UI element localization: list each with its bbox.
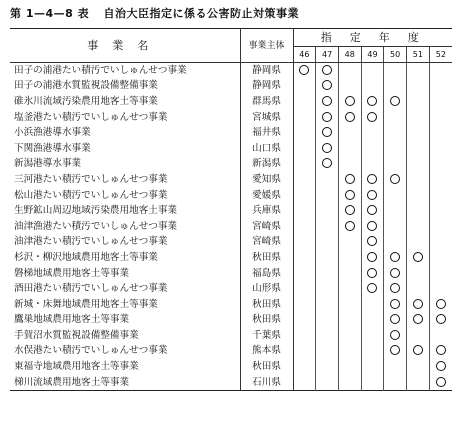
designation-cell xyxy=(406,188,429,204)
designated-circle-mark xyxy=(345,190,355,200)
project-name-cell: 油津港たい積汚でいしゅんせつ事業 xyxy=(10,235,240,251)
designated-circle-mark xyxy=(390,268,400,278)
table-row xyxy=(10,328,452,344)
designated-circle-mark xyxy=(413,345,423,355)
designated-circle-mark xyxy=(390,283,400,293)
designated-circle-mark xyxy=(322,158,332,168)
project-name-cell: 田子の浦港水質監視設備整備事業 xyxy=(10,79,240,95)
designation-cell xyxy=(338,281,361,297)
project-name-cell: 鷹巣地域農用地客土等事業 xyxy=(10,313,240,329)
designation-cell xyxy=(429,219,452,235)
table-row xyxy=(10,359,452,375)
designation-cell xyxy=(293,250,316,266)
designation-cell xyxy=(361,297,384,313)
designation-cell xyxy=(361,125,384,141)
project-name-cell: 生野鉱山周辺地域汚染農用地客土事業 xyxy=(10,203,240,219)
implementing-body-cell: 愛媛県 xyxy=(240,188,293,204)
designation-cell xyxy=(384,328,407,344)
designation-cell xyxy=(316,63,339,79)
project-name-cell: 酒田港たい積汚でいしゅんせつ事業 xyxy=(10,281,240,297)
designation-cell xyxy=(293,375,316,391)
designation-cell xyxy=(429,125,452,141)
designated-circle-mark xyxy=(436,345,446,355)
designation-cell xyxy=(338,359,361,375)
designation-cell xyxy=(338,375,361,391)
designation-cell xyxy=(316,250,339,266)
designation-cell xyxy=(406,313,429,329)
designation-cell xyxy=(384,375,407,391)
designated-circle-mark xyxy=(367,205,377,215)
designation-cell xyxy=(293,219,316,235)
designation-cell xyxy=(338,313,361,329)
implementing-body-cell: 福井県 xyxy=(240,125,293,141)
designation-cell xyxy=(338,328,361,344)
designation-cell xyxy=(384,313,407,329)
table-row xyxy=(10,297,452,313)
designation-cell xyxy=(361,281,384,297)
designated-circle-mark xyxy=(322,80,332,90)
designation-cell xyxy=(316,297,339,313)
table-row xyxy=(10,250,452,266)
designation-cell xyxy=(429,172,452,188)
designation-cell xyxy=(293,235,316,251)
designation-cell xyxy=(384,219,407,235)
designation-cell xyxy=(384,141,407,157)
designation-cell xyxy=(361,79,384,95)
designation-cell xyxy=(338,203,361,219)
designation-cell xyxy=(406,359,429,375)
implementing-body-cell: 秋田県 xyxy=(240,359,293,375)
designation-cell xyxy=(293,141,316,157)
table-row xyxy=(10,281,452,297)
implementing-body-cell: 秋田県 xyxy=(240,313,293,329)
designation-cell xyxy=(361,141,384,157)
year-header-cell: 46 xyxy=(293,47,316,63)
designation-cell xyxy=(361,219,384,235)
designation-cell xyxy=(293,297,316,313)
designation-cell xyxy=(406,79,429,95)
designation-cell xyxy=(316,313,339,329)
designation-cell xyxy=(429,94,452,110)
table-row xyxy=(10,344,452,360)
designation-cell xyxy=(338,110,361,126)
designation-cell xyxy=(429,281,452,297)
table-row xyxy=(10,125,452,141)
designation-cell xyxy=(338,219,361,235)
designated-circle-mark xyxy=(413,299,423,309)
year-header-cell: 48 xyxy=(338,47,361,63)
designation-cell xyxy=(384,79,407,95)
implementing-body-cell: 新潟県 xyxy=(240,157,293,173)
designated-circle-mark xyxy=(436,299,446,309)
designation-cell xyxy=(338,79,361,95)
designation-cell xyxy=(293,157,316,173)
table-row xyxy=(10,219,452,235)
designation-cell xyxy=(361,157,384,173)
designation-cell xyxy=(293,94,316,110)
designation-cell xyxy=(361,235,384,251)
designation-cell xyxy=(338,141,361,157)
designation-cell xyxy=(429,110,452,126)
column-header-designated-year: 指定年度 xyxy=(293,29,452,47)
designation-cell xyxy=(293,63,316,79)
implementing-body-cell: 宮崎県 xyxy=(240,219,293,235)
designated-circle-mark xyxy=(390,252,400,262)
designated-circle-mark xyxy=(367,283,377,293)
designation-cell xyxy=(338,297,361,313)
designation-cell xyxy=(338,250,361,266)
designation-cell xyxy=(316,141,339,157)
designation-cell xyxy=(406,157,429,173)
designation-cell xyxy=(293,125,316,141)
designation-cell xyxy=(361,63,384,79)
year-header-cell: 50 xyxy=(384,47,407,63)
designation-cell xyxy=(406,250,429,266)
designated-circle-mark xyxy=(390,314,400,324)
column-header-project-name: 事業名 xyxy=(10,29,240,63)
designation-cell xyxy=(316,219,339,235)
designated-circle-mark xyxy=(367,112,377,122)
project-name-cell: 油津漁港たい積汚でいしゅんせつ事業 xyxy=(10,219,240,235)
designated-circle-mark xyxy=(322,143,332,153)
designated-circle-mark xyxy=(345,112,355,122)
designation-cell xyxy=(316,203,339,219)
designation-cell xyxy=(429,203,452,219)
designation-cell xyxy=(429,235,452,251)
designation-cell xyxy=(384,203,407,219)
table-row xyxy=(10,203,452,219)
project-name-cell: 梯川流域農用地客土等事業 xyxy=(10,375,240,391)
project-name-cell: 小浜漁港導水事業 xyxy=(10,125,240,141)
designation-cell xyxy=(406,235,429,251)
implementing-body-cell: 宮崎県 xyxy=(240,235,293,251)
designated-circle-mark xyxy=(322,112,332,122)
designation-cell xyxy=(406,375,429,391)
implementing-body-cell: 熊本県 xyxy=(240,344,293,360)
designation-cell xyxy=(338,235,361,251)
designation-cell xyxy=(406,266,429,282)
table-row xyxy=(10,141,452,157)
designation-cell xyxy=(384,172,407,188)
designated-circle-mark xyxy=(390,299,400,309)
designation-cell xyxy=(384,110,407,126)
designation-cell xyxy=(406,344,429,360)
implementing-body-cell: 群馬県 xyxy=(240,94,293,110)
designation-cell xyxy=(338,125,361,141)
implementing-body-cell: 秋田県 xyxy=(240,297,293,313)
designated-circle-mark xyxy=(390,330,400,340)
designation-cell xyxy=(429,297,452,313)
designation-cell xyxy=(361,110,384,126)
designation-cell xyxy=(429,141,452,157)
designation-cell xyxy=(384,266,407,282)
designated-circle-mark xyxy=(413,314,423,324)
designated-circle-mark xyxy=(390,96,400,106)
designation-cell xyxy=(293,266,316,282)
designation-cell xyxy=(316,375,339,391)
designation-cell xyxy=(316,110,339,126)
table-row xyxy=(10,63,452,79)
designation-cell xyxy=(406,141,429,157)
designation-cell xyxy=(316,94,339,110)
designation-cell xyxy=(338,172,361,188)
projects-table xyxy=(10,28,452,391)
designation-cell xyxy=(361,328,384,344)
designation-cell xyxy=(316,172,339,188)
designation-cell xyxy=(338,188,361,204)
designation-cell xyxy=(429,157,452,173)
table-row xyxy=(10,375,452,391)
designation-cell xyxy=(384,188,407,204)
designation-cell xyxy=(406,125,429,141)
project-name-cell: 新城・床舞地域農用地客土等事業 xyxy=(10,297,240,313)
designation-cell xyxy=(338,94,361,110)
designation-cell xyxy=(338,157,361,173)
designation-cell xyxy=(316,188,339,204)
designation-cell xyxy=(293,79,316,95)
designation-cell xyxy=(406,110,429,126)
designation-cell xyxy=(361,203,384,219)
designation-cell xyxy=(316,281,339,297)
designation-cell xyxy=(361,188,384,204)
project-name-cell: 東福寺地域農用地客土等事業 xyxy=(10,359,240,375)
designation-cell xyxy=(384,297,407,313)
designation-cell xyxy=(316,125,339,141)
designation-cell xyxy=(429,328,452,344)
designated-circle-mark xyxy=(413,252,423,262)
designation-cell xyxy=(384,63,407,79)
designation-cell xyxy=(293,110,316,126)
table-title xyxy=(10,5,299,21)
designation-cell xyxy=(429,63,452,79)
project-name-cell: 杉沢・柳沢地域農用地客土等事業 xyxy=(10,250,240,266)
implementing-body-cell: 福島県 xyxy=(240,266,293,282)
designated-circle-mark xyxy=(436,314,446,324)
table-number: 第 1—4—8 表 xyxy=(10,7,90,20)
project-name-cell: 松山港たい積汚でいしゅんせつ事業 xyxy=(10,188,240,204)
designation-cell xyxy=(293,188,316,204)
table-body xyxy=(10,63,452,391)
designation-cell xyxy=(316,79,339,95)
designated-circle-mark xyxy=(299,65,309,75)
table-row xyxy=(10,94,452,110)
designated-circle-mark xyxy=(322,65,332,75)
project-name-cell: 下関漁港導水事業 xyxy=(10,141,240,157)
designation-cell xyxy=(293,359,316,375)
designated-circle-mark xyxy=(436,377,446,387)
designation-cell xyxy=(429,375,452,391)
table-row xyxy=(10,188,452,204)
designation-cell xyxy=(316,157,339,173)
designated-circle-mark xyxy=(436,361,446,371)
designation-cell xyxy=(293,172,316,188)
project-name-cell: 水俣港たい積汚でいしゅんせつ事業 xyxy=(10,344,240,360)
implementing-body-cell: 秋田県 xyxy=(240,250,293,266)
designation-cell xyxy=(361,172,384,188)
designation-cell xyxy=(361,266,384,282)
table-row xyxy=(10,235,452,251)
column-header-implementing-body: 事業主体 xyxy=(240,29,293,63)
project-name-cell: 新潟港導水事業 xyxy=(10,157,240,173)
designation-cell xyxy=(316,235,339,251)
year-header-cell: 51 xyxy=(406,47,429,63)
year-header-cell: 49 xyxy=(361,47,384,63)
table-row xyxy=(10,157,452,173)
designation-cell xyxy=(293,344,316,360)
table-row xyxy=(10,313,452,329)
designation-cell xyxy=(361,359,384,375)
designated-circle-mark xyxy=(345,205,355,215)
table-row xyxy=(10,79,452,95)
designated-circle-mark xyxy=(322,96,332,106)
implementing-body-cell: 宮城県 xyxy=(240,110,293,126)
designation-cell xyxy=(384,250,407,266)
project-name-cell: 磐梯地域農用地客土等事業 xyxy=(10,266,240,282)
designation-cell xyxy=(406,172,429,188)
designated-circle-mark xyxy=(367,174,377,184)
year-header-cell: 52 xyxy=(429,47,452,63)
designated-circle-mark xyxy=(367,268,377,278)
table-caption: 自治大臣指定に係る公害防止対策事業 xyxy=(103,7,299,20)
designation-cell xyxy=(429,266,452,282)
project-name-cell: 塩釜港たい積汚でいしゅんせつ事業 xyxy=(10,110,240,126)
designation-cell xyxy=(338,344,361,360)
designation-cell xyxy=(406,328,429,344)
designated-circle-mark xyxy=(390,345,400,355)
designated-circle-mark xyxy=(345,221,355,231)
designation-cell xyxy=(384,125,407,141)
designation-cell xyxy=(293,328,316,344)
designated-circle-mark xyxy=(345,96,355,106)
implementing-body-cell: 山口県 xyxy=(240,141,293,157)
year-header-cell: 47 xyxy=(316,47,339,63)
table-row xyxy=(10,266,452,282)
designation-cell xyxy=(406,297,429,313)
designated-circle-mark xyxy=(367,221,377,231)
designation-cell xyxy=(338,63,361,79)
designated-circle-mark xyxy=(367,96,377,106)
project-name-cell: 三河港たい積汚でいしゅんせつ事業 xyxy=(10,172,240,188)
designation-cell xyxy=(429,250,452,266)
designation-cell xyxy=(406,219,429,235)
designation-cell xyxy=(406,94,429,110)
table-row xyxy=(10,110,452,126)
designation-cell xyxy=(406,203,429,219)
designation-cell xyxy=(316,359,339,375)
designation-cell xyxy=(293,203,316,219)
project-name-cell: 碓氷川流域汚染農用地客土等事業 xyxy=(10,94,240,110)
designation-cell xyxy=(293,313,316,329)
designation-cell xyxy=(338,266,361,282)
designation-cell xyxy=(429,344,452,360)
designation-cell xyxy=(361,313,384,329)
designation-cell xyxy=(316,328,339,344)
designated-circle-mark xyxy=(390,174,400,184)
designation-cell xyxy=(361,94,384,110)
designation-cell xyxy=(316,344,339,360)
implementing-body-cell: 山形県 xyxy=(240,281,293,297)
implementing-body-cell: 愛知県 xyxy=(240,172,293,188)
designation-cell xyxy=(384,359,407,375)
designation-cell xyxy=(406,63,429,79)
designation-cell xyxy=(384,94,407,110)
designation-cell xyxy=(384,157,407,173)
designation-cell xyxy=(316,266,339,282)
designation-cell xyxy=(361,375,384,391)
designated-circle-mark xyxy=(367,236,377,246)
designation-cell xyxy=(429,313,452,329)
designated-circle-mark xyxy=(345,174,355,184)
designation-cell xyxy=(384,344,407,360)
implementing-body-cell: 千葉県 xyxy=(240,328,293,344)
implementing-body-cell: 兵庫県 xyxy=(240,203,293,219)
implementing-body-cell: 石川県 xyxy=(240,375,293,391)
implementing-body-cell: 静岡県 xyxy=(240,63,293,79)
project-name-cell: 手賀沼水質監視設備整備事業 xyxy=(10,328,240,344)
project-name-cell: 田子の浦港たい積汚でいしゅんせつ事業 xyxy=(10,63,240,79)
table-row xyxy=(10,172,452,188)
designation-cell xyxy=(361,344,384,360)
designation-cell xyxy=(429,188,452,204)
designation-cell xyxy=(293,281,316,297)
designated-circle-mark xyxy=(367,252,377,262)
implementing-body-cell: 静岡県 xyxy=(240,79,293,95)
designation-cell xyxy=(384,235,407,251)
designated-circle-mark xyxy=(322,127,332,137)
designation-cell xyxy=(361,250,384,266)
designation-cell xyxy=(429,359,452,375)
designation-cell xyxy=(429,79,452,95)
designated-circle-mark xyxy=(367,190,377,200)
designation-cell xyxy=(384,281,407,297)
designation-cell xyxy=(406,281,429,297)
